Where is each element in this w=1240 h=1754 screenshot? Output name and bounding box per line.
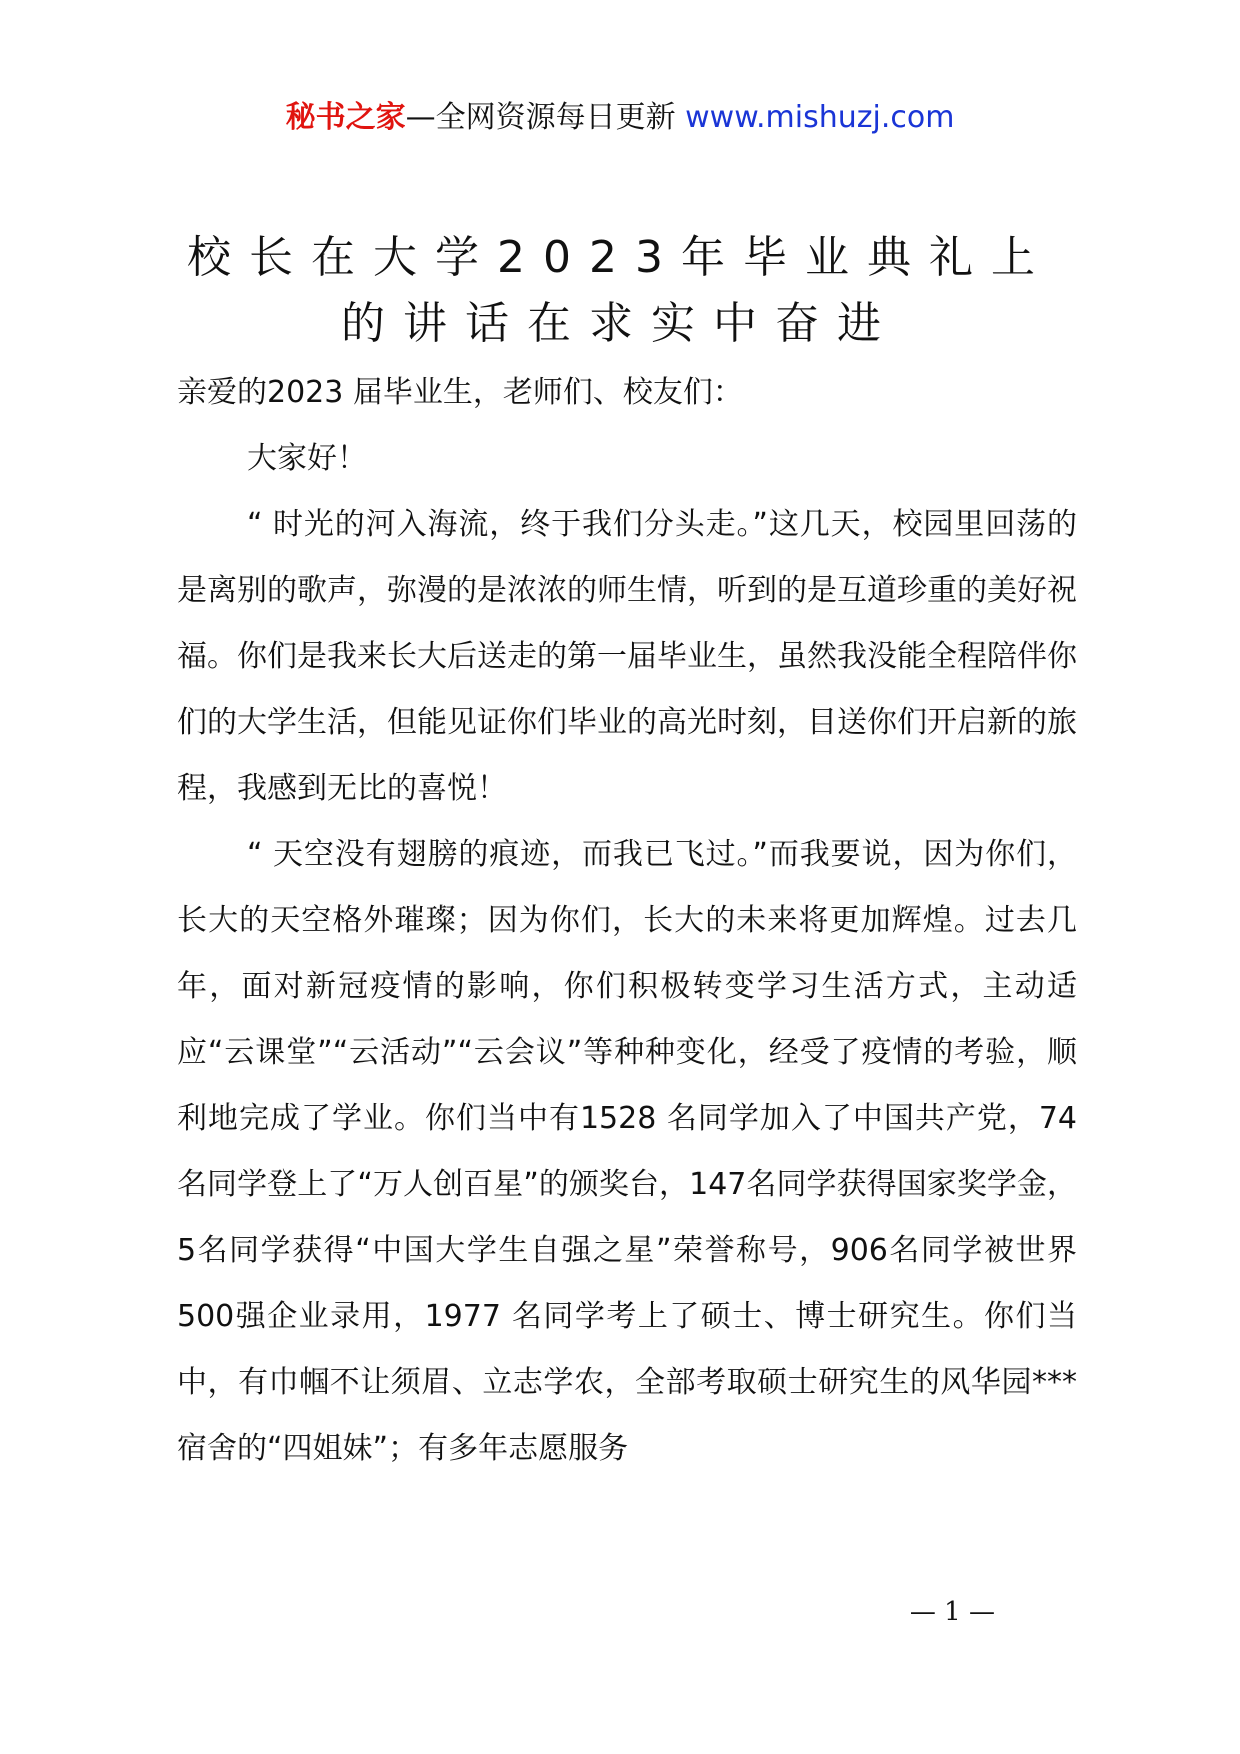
body-paragraph: “ 天空没有翅膀的痕迹，而我已飞过。”而我要说，因为你们，长大的天空格外璀璨；因为你们，长大的未来将更加辉煌。过去几年，面对新冠疫情的影响，你们积极转变学习生活方式，主动适应“云课堂”“云活动”“云会议”等种种变化，经受了疫情的考验，顺利地完成了学业。你们当中有1528 名同学加入了中国共产党，74 名同学登上了“万人创百星”的颁奖台，147名同学获得国家奖学金，5名同学获得“中国大学生自强之星”荣誉称号，906名同学被世界500强企业录用，1977 名同学考上了硕士、博士研究生。你们当中，有巾帼不让须眉、立志学农，全部考取硕士研究生的风华园*** 宿舍的“四姐妹”；有多年志愿服务: [177, 837, 1077, 1466]
site-slogan: —全网资源每日更新: [405, 100, 676, 135]
document-body: [177, 360, 1077, 1482]
body-paragraph: “ 时光的河入海流，终于我们分头走。”这几天，校园里回荡的是离别的歌声，弥漫的是浓浓的师生情，听到的是互道珍重的美好祝福。你们是我来长大后送走的第一届毕业生，虽然我没能全程陪伴你们的大学生活，但能见证你们毕业的高光时刻，目送你们开启新的旅程，我感到无比的喜悦！: [177, 507, 1077, 806]
greeting: 大家好！: [247, 441, 367, 476]
document-title-line-1: 校长在大学2023年毕业典礼上: [187, 232, 1053, 283]
document-title-line-2: 的讲话在求实中奋进: [341, 298, 899, 349]
salutation: 亲爱的2023 届毕业生，老师们、校友们：: [177, 375, 743, 410]
site-brand: 秘书之家: [285, 100, 406, 135]
site-url-link[interactable]: www.mishuzj.com: [685, 100, 955, 135]
site-header: [0, 98, 1240, 138]
page-number: — 1 —: [909, 1597, 995, 1627]
